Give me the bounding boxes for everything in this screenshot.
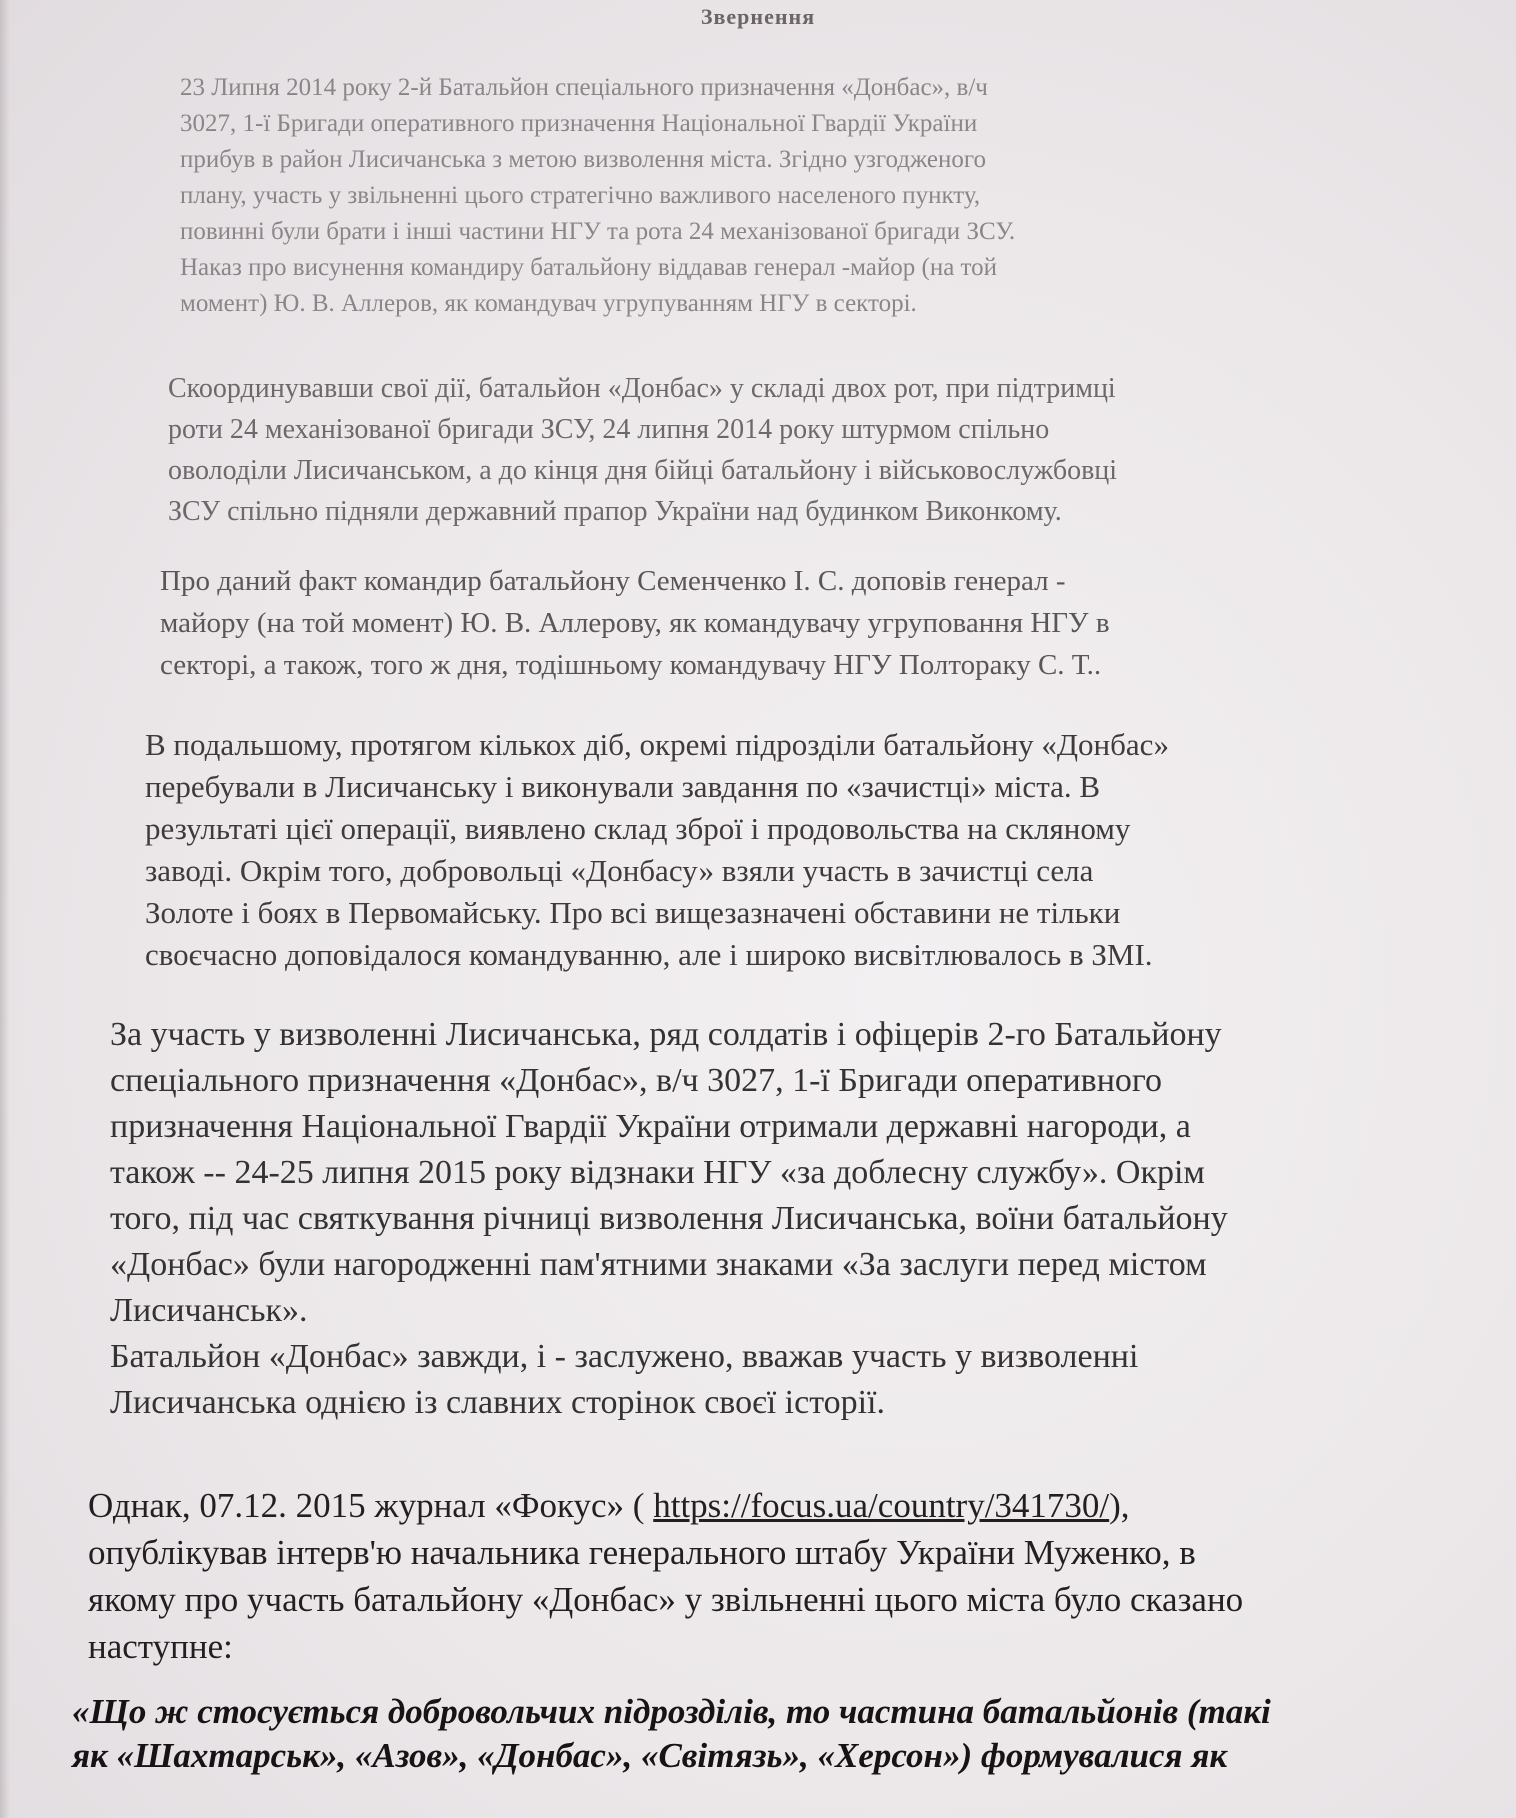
text-line: майору (на той момент) Ю. В. Аллерову, як командувачу угруповання НГУ в: [160, 607, 1110, 639]
text-line: якому про участь батальйону «Донбас» у звільненні цього міста було сказано: [88, 1580, 1244, 1619]
text-line: секторі, а також, того ж дня, тодішньому командувачу НГУ Полтораку С. Т..: [160, 649, 1102, 681]
paragraph-report: [160, 560, 1110, 686]
text-line: Про даний факт командир батальйону Семенченко І. С. доповів генерал -: [160, 565, 1066, 597]
text-line: опублікував інтерв'ю начальника генерального штабу України Муженко, в: [88, 1533, 1196, 1572]
text-before-link: Однак, 07.12. 2015 журнал «Фокус» (: [88, 1486, 654, 1525]
paragraph-awards: [110, 1012, 1228, 1426]
text-line: 3027, 1-ї Бригади оперативного призначення Національної Гвардії України: [180, 110, 978, 137]
text-line: Скоординувавши свої дії, батальйон «Донбас» у складі двох рот, при підтримці: [168, 373, 1116, 404]
text-line: Золоте і боях в Первомайську. Про всі вищезазначені обставини не тільки: [145, 895, 1121, 930]
text-line: Лисичанськ».: [110, 1292, 308, 1329]
text-line: Батальйон «Донбас» завжди, і - заслужено, вважав участь у визволенні: [110, 1338, 1139, 1375]
text-line: призначення Національної Гвардії України отримали державні нагороди, а: [110, 1108, 1191, 1145]
focus-article-link[interactable]: https://focus.ua/country/341730/: [653, 1486, 1110, 1525]
text-line: прибув в район Лисичанська з метою визволення міста. Згідно узгодженого: [180, 146, 987, 173]
text-line: того, під час святкування річниці визволення Лисичанська, воїни батальйону: [110, 1200, 1228, 1237]
text-line: наступне:: [88, 1627, 233, 1666]
page-edge-shadow: [0, 0, 10, 1818]
text-line: плану, участь у звільненні цього стратегічно важливого населеного пункту,: [180, 182, 981, 209]
text-line: результаті цієї операції, виявлено склад зброї і продовольства на скляному: [145, 811, 1131, 846]
text-line: За участь у визволенні Лисичанська, ряд солдатів і офіцерів 2-го Батальйону: [110, 1016, 1222, 1053]
text-line: В подальшому, протягом кількох діб, окремі підрозділи батальйону «Донбас»: [145, 727, 1169, 762]
text-line: 23 Липня 2014 року 2-й Батальйон спеціального призначення «Донбас», в/ч: [180, 74, 988, 101]
text-line: момент) Ю. В. Аллеров, як командувач угрупуванням НГУ в секторі.: [180, 290, 917, 317]
text-after-link: ),: [1109, 1486, 1130, 1525]
text-line: спеціального призначення «Донбас», в/ч 3027, 1-ї Бригади оперативного: [110, 1062, 1163, 1099]
document-title: Звернення: [700, 4, 816, 29]
quote-line: як «Шахтарськ», «Азов», «Донбас», «Світязь», «Херсон») формувалися як: [72, 1736, 1228, 1775]
paragraph-assault: [168, 368, 1117, 532]
text-line: «Донбас» були нагородженні пам'ятними знаками «За заслуги перед містом: [110, 1246, 1207, 1283]
paragraph-cleanup: [145, 724, 1169, 976]
quote-line: «Що ж стосується добровольчих підрозділів, то частина батальйонів (такі: [72, 1692, 1271, 1731]
text-line-with-link: [88, 1482, 1243, 1529]
paragraph-focus-interview: [88, 1482, 1243, 1670]
quote-block: [72, 1690, 1271, 1778]
text-line: Лисичанська однією із славних сторінок своєї історії.: [110, 1384, 885, 1421]
paragraph-liberation-arrival: [180, 70, 1015, 322]
text-line: також -- 24-25 липня 2015 року відзнаки НГУ «за доблесну службу». Окрім: [110, 1154, 1205, 1191]
text-line: роти 24 механізованої бригади ЗСУ, 24 липня 2014 року штурмом спільно: [168, 414, 1050, 445]
text-line: Наказ про висунення командиру батальйону віддавав генерал -майор (на той: [180, 254, 998, 281]
text-line: повинні були брати і інші частини НГУ та рота 24 механізованої бригади ЗСУ.: [180, 218, 1016, 245]
text-line: своєчасно доповідалося командуванню, але і широко висвітлювалось в ЗМІ.: [145, 937, 1153, 972]
text-line: оволоділи Лисичанськом, а до кінця дня бійці батальйону і військовослужбовці: [168, 455, 1118, 486]
text-line: ЗСУ спільно підняли державний прапор України над будинком Виконкому.: [168, 496, 1062, 527]
text-line: перебували в Лисичанську і виконували завдання по «зачистці» міста. В: [145, 769, 1101, 804]
text-line: заводі. Окрім того, добровольці «Донбасу» взяли участь в зачистці села: [145, 853, 1094, 888]
